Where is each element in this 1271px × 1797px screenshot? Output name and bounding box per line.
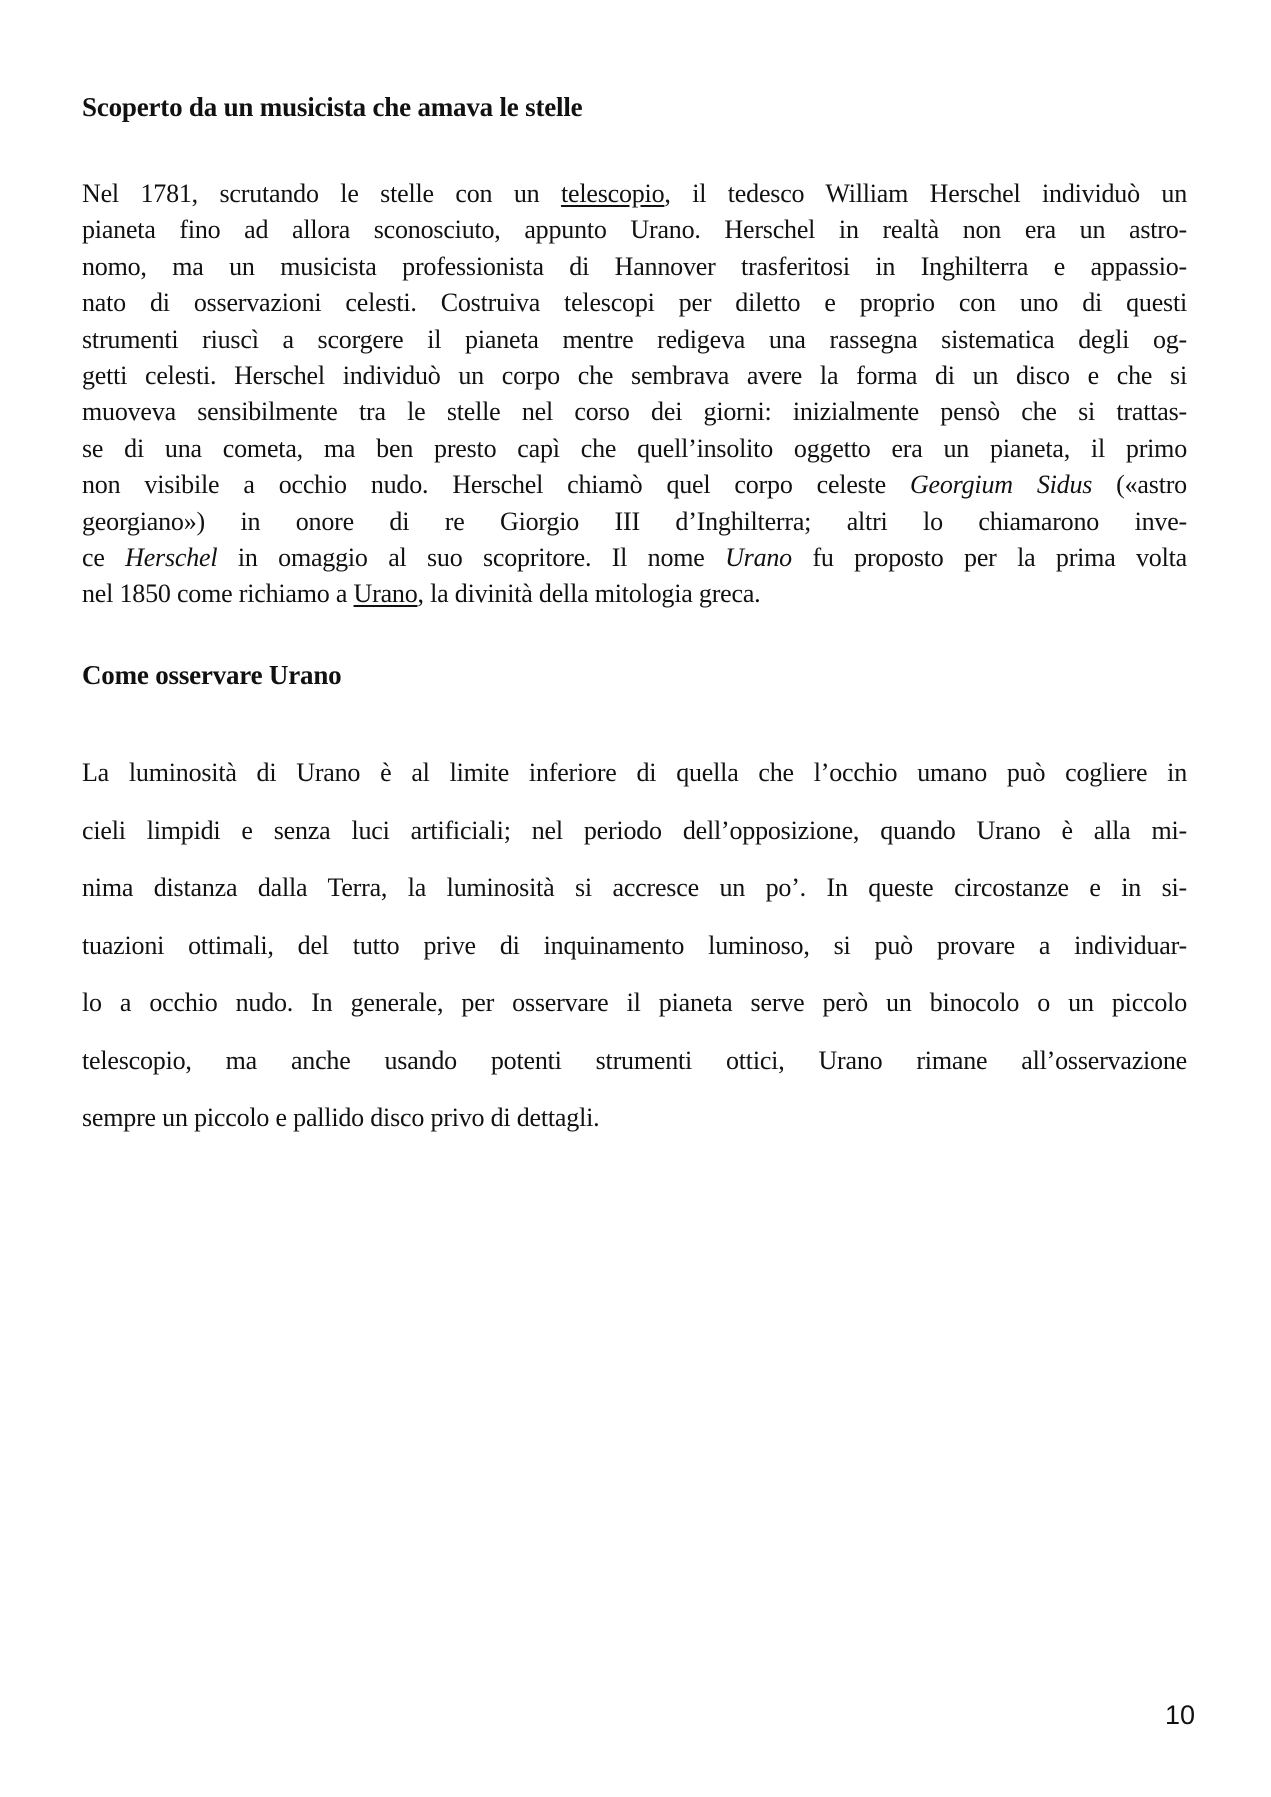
text-line <box>82 540 1187 576</box>
text-segment: cieli limpidi e senza luci artificiali; nel periodo dell’opposizione, quando Urano è alla mi- <box>82 815 1187 845</box>
italic-text: Urano <box>725 543 792 573</box>
text-line <box>82 974 1187 1032</box>
text-line <box>82 358 1187 394</box>
text-segment: nel 1850 come richiamo a <box>82 579 354 609</box>
text-line <box>82 802 1187 860</box>
text-line <box>82 322 1187 358</box>
text-line <box>82 467 1187 503</box>
text-segment: Nel 1781, scrutando le stelle con un <box>82 179 561 208</box>
page-number: 10 <box>1164 1700 1195 1730</box>
section-heading-discovery: Scoperto da un musicista che amava le stelle <box>82 92 583 122</box>
italic-text: Georgium Sidus <box>909 470 1093 500</box>
text-line <box>82 504 1187 540</box>
text-segment: lo a occhio nudo. In generale, per osservare il pianeta serve però un binocolo o un piccolo <box>82 988 1187 1017</box>
italic-text: Herschel <box>125 543 218 573</box>
text-line <box>82 917 1187 975</box>
text-line <box>82 576 1187 612</box>
text-segment: La luminosità di Urano è al limite inferiore di quella che l’occhio umano può cogliere in <box>82 758 1187 787</box>
underlined-term: telescopio <box>560 179 665 208</box>
text-segment: nato di osservazioni celesti. Costruiva telescopi per diletto e proprio con uno di questi <box>82 288 1187 318</box>
text-segment: muoveva sensibilmente tra le stelle nel corso dei giorni: inizialmente pensò che si trattas- <box>82 397 1187 427</box>
text-segment: fu proposto per la prima volta <box>791 543 1187 573</box>
text-line <box>82 431 1187 467</box>
text-segment: («astro <box>1092 470 1187 500</box>
text-line <box>82 394 1187 430</box>
text-segment: getti celesti. Herschel individuò un corpo che sembrava avere la forma di un disco e che si <box>82 361 1187 391</box>
text-segment: in omaggio al suo scopritore. Il nome <box>217 543 726 573</box>
text-segment: georgiano») in onore di re Giorgio III d’Inghilterra; altri lo chiamarono inve- <box>82 506 1187 536</box>
text-segment: sempre un piccolo e pallido disco privo di dettagli. <box>82 1103 600 1132</box>
text-segment: tuazioni ottimali, del tutto prive di inquinamento luminoso, si può provare a individuar- <box>82 930 1187 960</box>
text-segment: , il tedesco William Herschel individuò un <box>664 179 1187 208</box>
text-segment: , la divinità della mitologia greca. <box>417 579 761 609</box>
text-segment: telescopio, ma anche usando potenti strumenti ottici, Urano rimane all’osservazione <box>82 1045 1187 1075</box>
text-line <box>82 744 1187 802</box>
text-line <box>82 212 1187 248</box>
text-segment: non visibile a occhio nudo. Herschel chiamò quel corpo celeste <box>82 470 910 500</box>
text-line <box>82 176 1187 212</box>
text-segment: nima distanza dalla Terra, la luminosità si accresce un po’. In queste circostanze e in si- <box>82 873 1187 902</box>
underlined-term: Urano <box>353 579 418 609</box>
text-segment: ce <box>82 543 126 573</box>
text-segment: nomo, ma un musicista professionista di Hannover trasferitosi in Inghilterra e appassio- <box>82 251 1187 281</box>
text-segment: se di una cometa, ma ben presto capì che quell’insolito oggetto era un pianeta, il primo <box>82 433 1187 463</box>
text-line <box>82 1089 1187 1147</box>
section-heading-observation: Come osservare Urano <box>82 660 342 690</box>
text-line <box>82 1032 1187 1090</box>
text-line <box>82 249 1187 285</box>
paragraph-discovery <box>82 176 1187 613</box>
text-line <box>82 285 1187 321</box>
text-segment: strumenti riuscì a scorgere il pianeta mentre redigeva una rassegna sistematica degli og- <box>82 324 1187 354</box>
text-line <box>82 859 1187 917</box>
text-segment: pianeta fino ad allora sconosciuto, appunto Urano. Herschel in realtà non era un astro- <box>82 215 1187 245</box>
paragraph-observation <box>82 744 1187 1147</box>
